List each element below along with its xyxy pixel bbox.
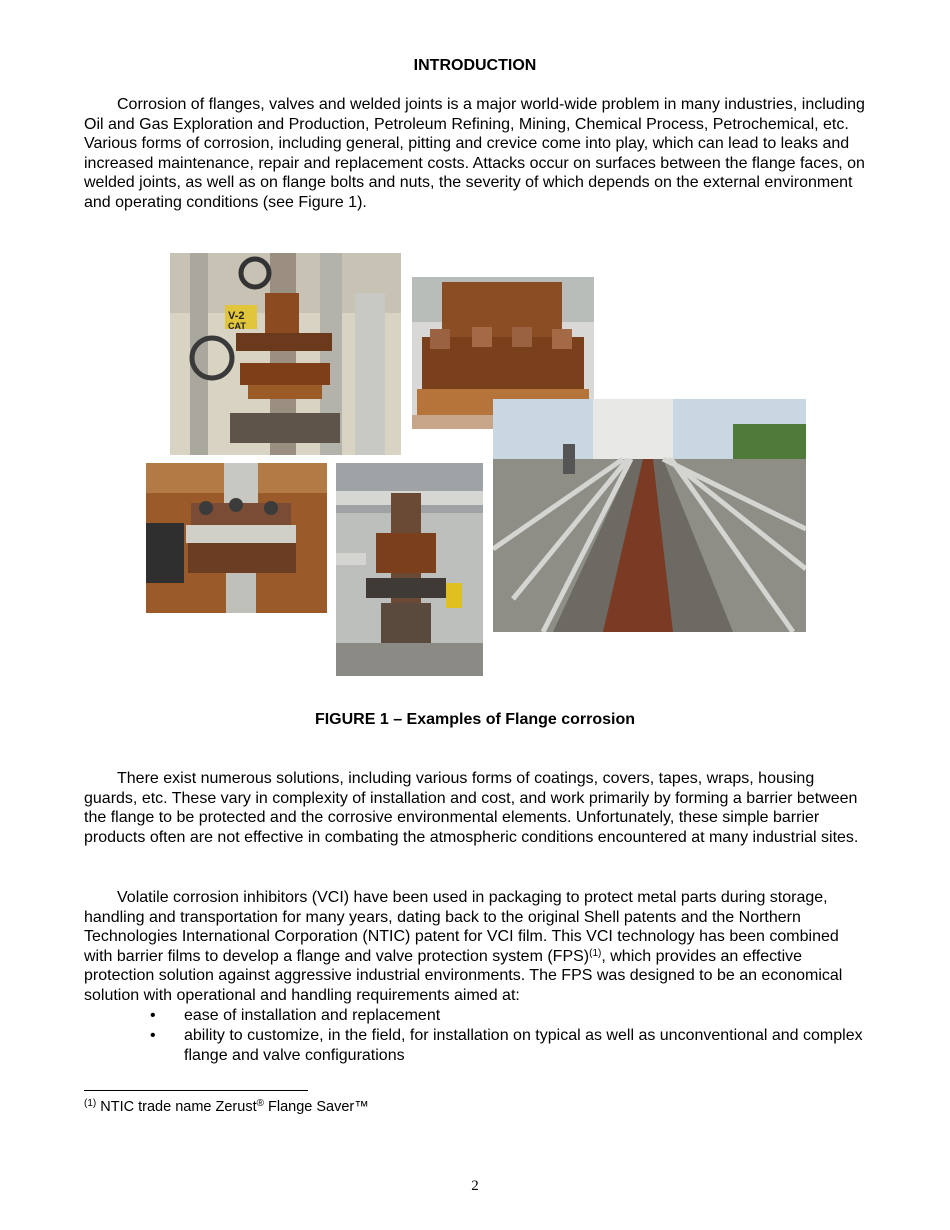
registered-mark: ®: [256, 1098, 264, 1109]
footnote-text-1: NTIC trade name Zerust: [96, 1099, 257, 1115]
list-item-text: ability to customize, in the field, for installation on typical as well as unconventional and complex flange and valve configurations: [184, 1027, 863, 1064]
list-item-text: ease of installation and replacement: [184, 1007, 441, 1024]
list-item: [150, 1006, 870, 1026]
vci-paragraph-text-2: , which provides an effective protection solution against aggressive industrial environments. The FPS was designed to be an economical solution with operational and handling requirements aimed at:: [84, 947, 843, 1004]
solutions-paragraph: [84, 769, 869, 847]
requirements-list: [150, 1006, 870, 1066]
bullet-marker: •: [150, 1007, 156, 1024]
footnote-reference: (1): [589, 947, 602, 959]
vci-paragraph-text-1: Volatile corrosion inhibitors (VCI) have been used in packaging to protect metal parts during storage, handling and transportation for many years, dating back to the original Shell patents and the Northern Technologies International Corporation (NTIC) patent for VCI film. This VCI technology has been combined with barrier films to develop a flange and valve protection system (FPS): [84, 889, 839, 965]
valve-tag-line1: V-2: [228, 310, 245, 322]
page-number: 2: [471, 1178, 479, 1194]
bullet-marker: •: [150, 1027, 156, 1044]
intro-paragraph: [84, 95, 869, 213]
footnote-marker: (1): [84, 1098, 97, 1109]
photo-valve-assembly: [336, 463, 483, 676]
valve-tag-line2: CAT: [228, 321, 246, 331]
photo-pipe-rack: [493, 399, 806, 632]
photo-valve-station: [170, 253, 401, 455]
solutions-paragraph-text: There exist numerous solutions, including various forms of coatings, covers, tapes, wraps, housing guards, etc. These vary in complexity of installation and cost, and work primarily by forming a barrier between the flange to be protected and the corrosive environmental elements. Unfortunately, these simple barrier products often are not effective in combating the atmospheric conditions encountered at many industrial sites.: [84, 770, 859, 846]
intro-paragraph-text: Corrosion of flanges, valves and welded joints is a major world-wide problem in many industries, including Oil and Gas Exploration and Production, Petroleum Refining, Mining, Chemical Process, Petrochemical, etc. Various forms of corrosion, including general, pitting and crevice come into play, which can lead to leaks and increased maintenance, repair and replacement costs. Attacks occur on surfaces between the flange faces, on welded joints, as well as on flange bolts and nuts, the severity of which depends on the external environment and operating conditions (see Figure 1).: [84, 96, 865, 211]
vci-paragraph: [84, 888, 869, 1006]
section-heading: INTRODUCTION: [413, 57, 537, 74]
figure-caption: FIGURE 1 – Examples of Flange corrosion: [314, 711, 636, 728]
footnote-divider: [84, 1090, 308, 1091]
photo-bolted-flange: [146, 463, 327, 613]
list-item: [150, 1026, 870, 1066]
footnote-text-2: Flange Saver™: [263, 1099, 369, 1115]
footnote: [84, 1097, 369, 1117]
